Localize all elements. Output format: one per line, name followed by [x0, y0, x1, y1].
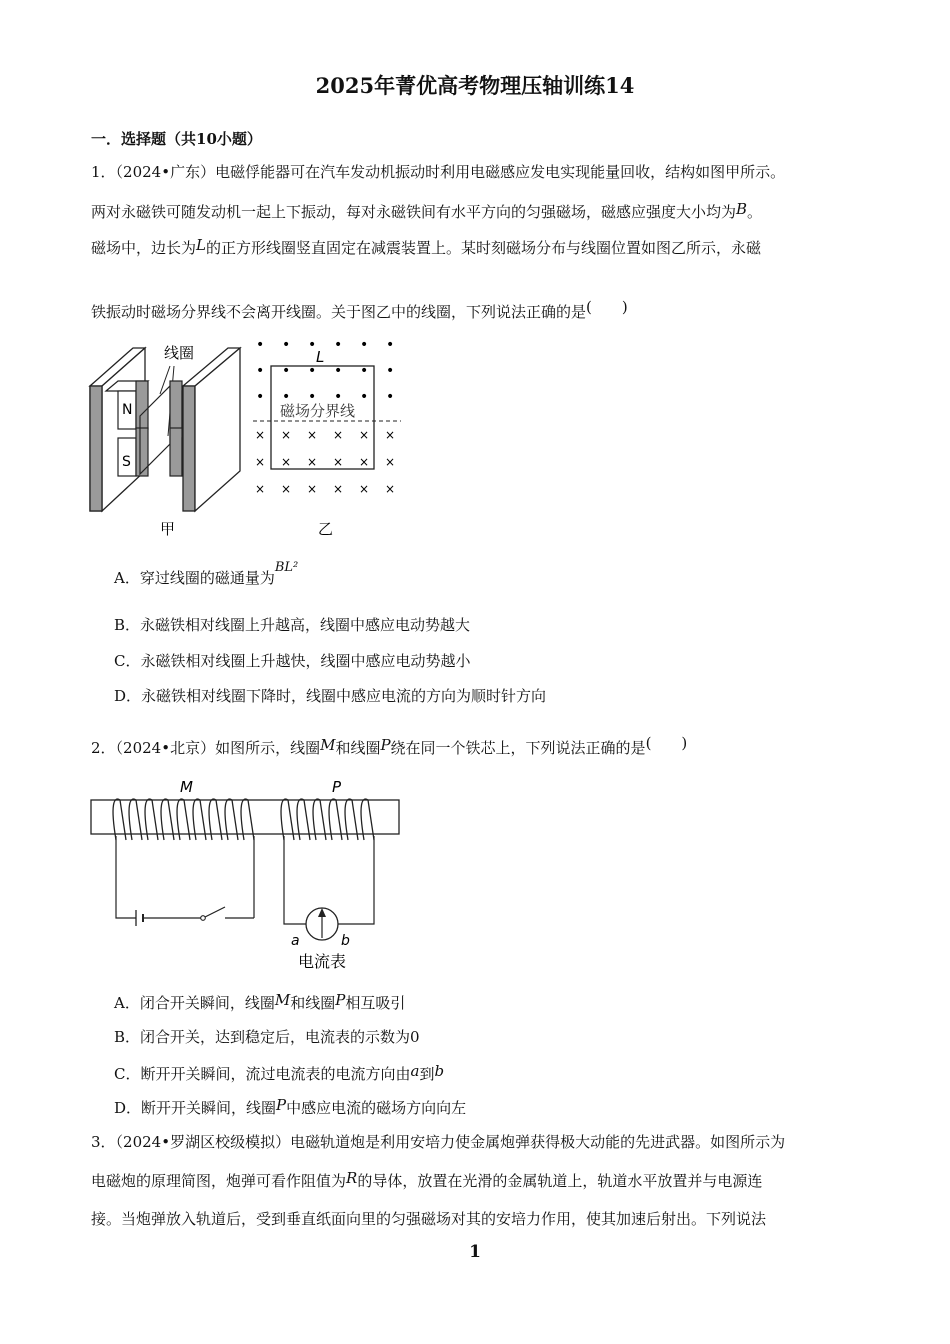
coil-m-label: M — [180, 778, 193, 796]
field-dot: • — [256, 337, 265, 353]
section-heading: 一．选择题（共10小题） — [91, 130, 262, 148]
q3-line-3: 接。当炮弹放入轨道后，受到垂直纸面向里的匀强磁场对其的安培力作用，使其加速后射出。下列说法 — [91, 1210, 767, 1228]
caption-yi: 乙 — [318, 520, 334, 538]
field-cross: × — [385, 482, 396, 496]
caption-jia: 甲 — [160, 520, 176, 538]
field-dot: • — [360, 389, 369, 405]
field-cross: × — [385, 428, 396, 442]
field-cross: × — [333, 455, 344, 469]
q1-line-2: 两对永磁铁可随发动机一起上下振动，每对永磁铁间有水平方向的匀强磁场，磁感应强度大小均为B。 — [91, 200, 763, 221]
q1-option-c: C．永磁铁相对线圈上升越快，线圈中感应电动势越小 — [114, 652, 471, 670]
q2-line-1: 2．（2024•北京）如图所示，线圈M和线圈P绕在同一个铁芯上，下列说法正确的是( ) — [91, 734, 688, 757]
q2-option-b: B．闭合开关，达到稳定后，电流表的示数为0 — [114, 1028, 420, 1046]
field-cross: × — [281, 482, 292, 496]
q1-line-3: 磁场中，边长为L的正方形线圈竖直固定在减震装置上。某时刻磁场分布与线圈位置如图乙所示，永磁 — [91, 236, 761, 257]
ammeter-label: 电流表 — [298, 952, 347, 971]
field-cross: × — [333, 482, 344, 496]
switch-icon — [201, 916, 206, 921]
page-title: 2025年菁优高考物理压轴训练14 — [315, 73, 635, 98]
field-dot: • — [386, 363, 395, 379]
q1-option-a: A．穿过线圈的磁通量为BL² — [114, 560, 299, 587]
field-cross: × — [333, 428, 344, 442]
field-dot: • — [308, 389, 317, 405]
q1-option-b: B．永磁铁相对线圈上升越高，线圈中感应电动势越大 — [114, 616, 471, 634]
field-cross: × — [359, 482, 370, 496]
field-dot: • — [282, 363, 291, 379]
field-dot: • — [334, 363, 343, 379]
field-cross: × — [307, 428, 318, 442]
q3-line-1: 3．（2024•罗湖区校级模拟）电磁轨道炮是利用安培力使金属炮弹获得极大动能的先进武器。如图所示为 — [91, 1133, 786, 1151]
field-cross: × — [307, 482, 318, 496]
field-cross: × — [255, 482, 266, 496]
q2-figure — [88, 774, 408, 974]
field-dot: • — [282, 337, 291, 353]
coil-p-label: P — [332, 778, 342, 796]
field-dot: • — [256, 363, 265, 379]
q2-option-c: C．断开开关瞬间，流过电流表的电流方向由a到b — [114, 1062, 445, 1083]
field-dot: • — [334, 337, 343, 353]
field-dot: • — [256, 389, 265, 405]
field-dot: • — [308, 363, 317, 379]
field-dot: • — [282, 389, 291, 405]
magnet-label-n-left: N — [122, 402, 133, 418]
field-dot: • — [308, 337, 317, 353]
q1-figure — [88, 336, 408, 546]
q1-option-d: D．永磁铁相对线圈下降时，线圈中感应电流的方向为顺时针方向 — [114, 687, 547, 705]
field-cross: × — [255, 428, 266, 442]
boundary-label: 磁场分界线 — [280, 402, 356, 420]
field-dot: • — [334, 389, 343, 405]
q1-line-1: 1．（2024•广东）电磁俘能器可在汽车发动机振动时利用电磁感应发电实现能量回收，结构如图甲所示。 — [91, 163, 786, 181]
terminal-a-label: a — [291, 933, 300, 949]
coil-label: 线圈 — [164, 344, 195, 362]
page-number: 1 — [469, 1242, 481, 1262]
field-cross: × — [385, 455, 396, 469]
field-cross: × — [359, 428, 370, 442]
terminal-b-label: b — [341, 933, 350, 949]
field-dot: • — [386, 389, 395, 405]
q2-option-a: A．闭合开关瞬间，线圈M和线圈P相互吸引 — [114, 991, 406, 1012]
field-dot: • — [386, 337, 395, 353]
q3-line-2: 电磁炮的原理简图，炮弹可看作阻值为R的导体，放置在光滑的金属轨道上，轨道水平放置并与电源连 — [91, 1169, 763, 1190]
field-dot: • — [360, 337, 369, 353]
q1-line-4: 铁振动时磁场分界线不会离开线圈。关于图乙中的线圈，下列说法正确的是( ) — [91, 298, 628, 321]
coil-side-label: L — [316, 348, 325, 366]
q2-option-d: D．断开开关瞬间，线圈P中感应电流的磁场方向向左 — [114, 1096, 467, 1117]
field-cross: × — [281, 455, 292, 469]
field-cross: × — [281, 428, 292, 442]
field-cross: × — [255, 455, 266, 469]
field-cross: × — [307, 455, 318, 469]
field-dot: • — [360, 363, 369, 379]
magnet-label-s-left: S — [122, 454, 131, 470]
field-cross: × — [359, 455, 370, 469]
